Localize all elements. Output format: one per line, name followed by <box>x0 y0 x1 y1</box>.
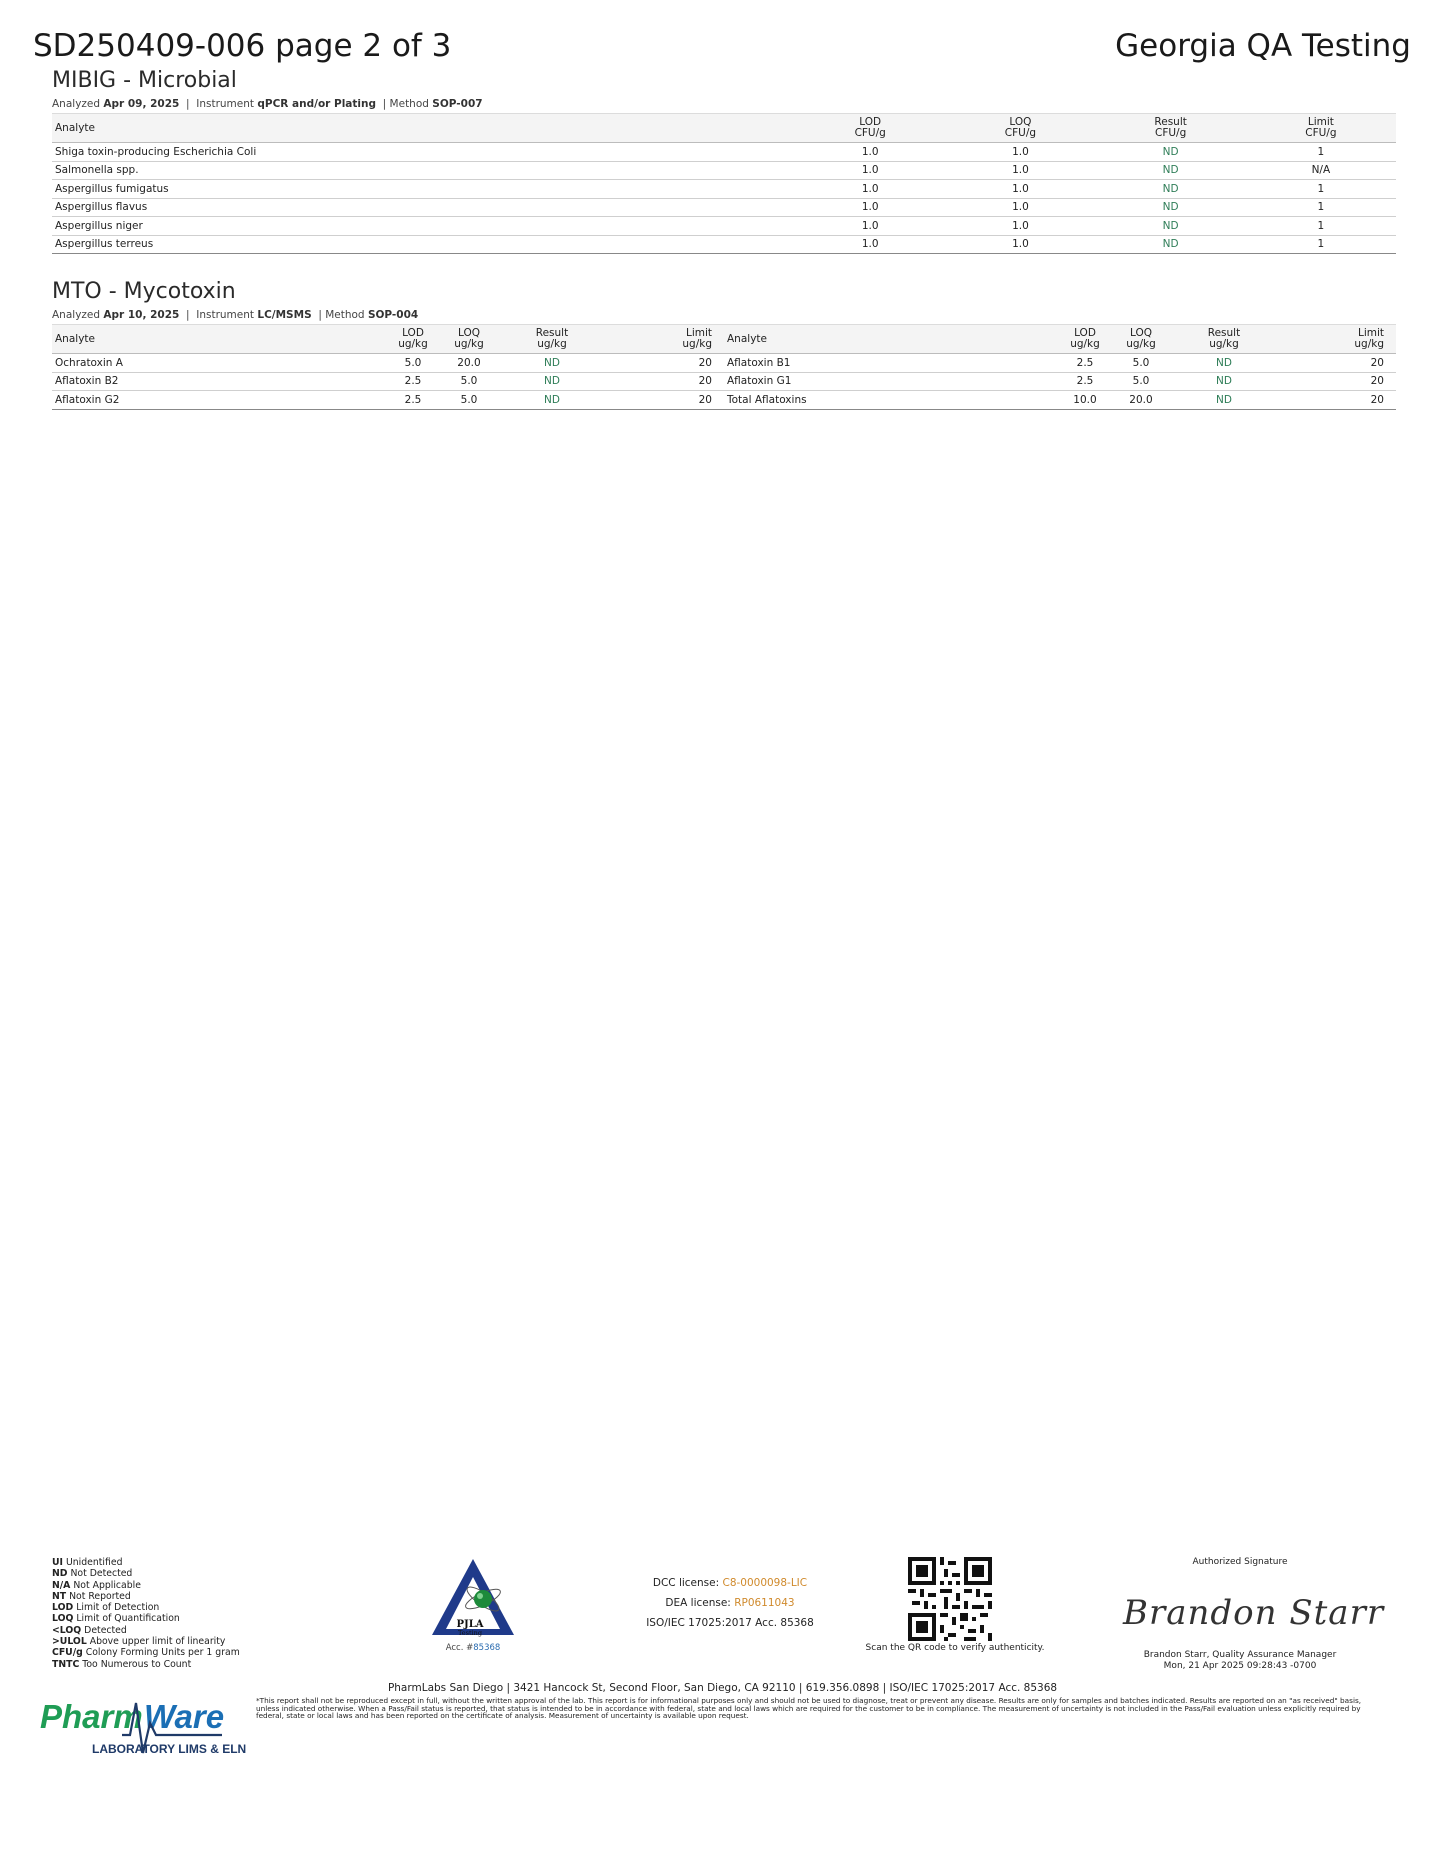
result-cell: ND <box>1096 235 1246 254</box>
loq-cell: 20.0 <box>441 354 497 373</box>
pharmware-logo <box>40 1695 247 1765</box>
analyte-cell: Shiga toxin-producing Escherichia Coli <box>52 143 795 162</box>
loq-cell: 1.0 <box>945 161 1095 180</box>
col-lod: LOD ug/kg <box>1057 325 1113 354</box>
limit-cell: 1 <box>1246 143 1396 162</box>
col-analyte: Analyte <box>724 325 1057 354</box>
table-row <box>52 217 1396 236</box>
col-limit: Limit ug/kg <box>607 325 724 354</box>
lod-cell: 1.0 <box>795 235 945 254</box>
result-cell: ND <box>1096 161 1246 180</box>
table-row <box>52 235 1396 254</box>
table-row <box>52 354 1396 373</box>
client-name: Georgia QA Testing <box>1115 28 1411 64</box>
col-loq: LOQ ug/kg <box>1113 325 1169 354</box>
analyte-cell: Salmonella spp. <box>52 161 795 180</box>
mycotoxin-table <box>52 324 1396 410</box>
loq-cell: 1.0 <box>945 198 1095 217</box>
col-loq: LOQ CFU/g <box>945 114 1095 143</box>
result-cell: ND <box>1096 217 1246 236</box>
loq-cell: 1.0 <box>945 217 1095 236</box>
qr-caption: Scan the QR code to verify authenticity. <box>865 1643 1045 1653</box>
legend-item: CFU/g Colony Forming Units per 1 gram <box>52 1647 240 1659</box>
result-cell: ND <box>1169 372 1279 391</box>
limit-cell: N/A <box>1246 161 1396 180</box>
col-lod: LOD CFU/g <box>795 114 945 143</box>
analyte-cell: Aflatoxin B1 <box>724 354 1057 373</box>
analyte-cell: Aspergillus terreus <box>52 235 795 254</box>
pjla-logo-icon <box>428 1557 518 1639</box>
signatory-name-title: Brandon Starr, Quality Assurance Manager <box>1143 1650 1337 1660</box>
table-row <box>52 180 1396 199</box>
mycotoxin-section-title: MTO - Mycotoxin <box>52 279 236 304</box>
legend-item: >ULOL Above upper limit of linearity <box>52 1636 226 1648</box>
pharmware-logo-text-a: Pharm <box>40 1698 143 1735</box>
pjla-logo-text: PJLA <box>456 1619 484 1630</box>
lod-cell: 10.0 <box>1057 391 1113 410</box>
table-row <box>52 161 1396 180</box>
limit-cell: 1 <box>1246 217 1396 236</box>
loq-cell: 1.0 <box>945 235 1095 254</box>
limit-cell: 1 <box>1246 198 1396 217</box>
col-result: Result ug/kg <box>1169 325 1279 354</box>
analyte-cell: Aflatoxin G1 <box>724 372 1057 391</box>
report-page-title: SD250409-006 page 2 of 3 <box>33 28 452 64</box>
pjla-logo-subtext: Testing <box>457 1629 483 1637</box>
signatory <box>1110 1650 1370 1672</box>
result-cell: ND <box>1096 180 1246 199</box>
result-cell: ND <box>1096 143 1246 162</box>
microbial-meta: Analyzed Apr 09, 2025 | Instrument qPCR and/or Plating | Method SOP-007 <box>52 98 483 110</box>
col-result: Result ug/kg <box>497 325 607 354</box>
lod-cell: 5.0 <box>385 354 441 373</box>
iso-accreditation: ISO/IEC 17025:2017 Acc. 85368 <box>646 1617 814 1629</box>
signature-heading: Authorized Signature <box>1192 1557 1288 1567</box>
lod-cell: 1.0 <box>795 217 945 236</box>
limit-cell: 20 <box>607 372 724 391</box>
result-cell: ND <box>497 354 607 373</box>
loq-cell: 20.0 <box>1113 391 1169 410</box>
microbial-section-title: MIBIG - Microbial <box>52 68 237 93</box>
legend-item: <LOQ Detected <box>52 1624 127 1636</box>
table-row <box>52 143 1396 162</box>
table-row <box>52 391 1396 410</box>
pharmware-tagline: LABORATORY LIMS & ELN <box>92 1742 247 1756</box>
legend-item: N/A Not Applicable <box>52 1579 141 1591</box>
dea-license: DEA license: RP0611043 <box>665 1597 795 1609</box>
analyte-cell: Total Aflatoxins <box>724 391 1057 410</box>
lod-cell: 1.0 <box>795 198 945 217</box>
col-analyte: Analyte <box>52 114 795 143</box>
legend-item: NT Not Reported <box>52 1590 131 1602</box>
table-row <box>52 372 1396 391</box>
analyte-cell: Aflatoxin G2 <box>52 391 385 410</box>
lab-address-line: PharmLabs San Diego | 3421 Hancock St, Second Floor, San Diego, CA 92110 | 619.356.0898 | ISO/IEC 17025:2017 Acc. 85368 <box>387 1682 1058 1694</box>
analyte-cell: Ochratoxin A <box>52 354 385 373</box>
legend-item: TNTC Too Numerous to Count <box>52 1658 192 1670</box>
lod-cell: 2.5 <box>385 391 441 410</box>
loq-cell: 5.0 <box>1113 354 1169 373</box>
col-loq: LOQ ug/kg <box>441 325 497 354</box>
handwritten-signature <box>1115 1588 1385 1642</box>
legend-item: ND Not Detected <box>52 1568 133 1580</box>
verification-qr-code-icon[interactable] <box>908 1557 992 1645</box>
abbreviation-legend <box>52 1557 240 1670</box>
microbial-table <box>52 113 1396 254</box>
limit-cell: 20 <box>1279 391 1396 410</box>
analyte-cell: Aspergillus niger <box>52 217 795 236</box>
legend-item: UI Unidentified <box>52 1557 123 1568</box>
analyte-cell: Aflatoxin B2 <box>52 372 385 391</box>
dcc-license: DCC license: C8-0000098-LIC <box>652 1577 808 1589</box>
loq-cell: 1.0 <box>945 180 1095 199</box>
report-disclaimer: *This report shall not be reproduced except in full, without the written approval of the lab. This report is for informational purposes only and should not be used to diagnose, treat or prevent any disease. Results are only for samples and batches indicated. Results are reported on an "as received" basis, unless indicated otherwise. When a Pass/Fail status is reported, that status is intended to be in accordance with federal, state and local laws which are required for the customer to be in compliance. The measurement of uncertainty is not included in the Pass/Fail evaluation unless explicitly required by federal, state or local laws and has been reported on the certificate of analysis. Measurement of uncertainty is available upon request. <box>256 1696 1362 1721</box>
result-cell: ND <box>1096 198 1246 217</box>
result-cell: ND <box>497 391 607 410</box>
result-cell: ND <box>1169 354 1279 373</box>
limit-cell: 20 <box>607 354 724 373</box>
result-cell: ND <box>497 372 607 391</box>
license-block <box>625 1573 835 1633</box>
lod-cell: 1.0 <box>795 143 945 162</box>
loq-cell: 5.0 <box>1113 372 1169 391</box>
col-limit: Limit ug/kg <box>1279 325 1396 354</box>
col-result: Result CFU/g <box>1096 114 1246 143</box>
legend-item: LOD Limit of Detection <box>52 1602 160 1614</box>
mycotoxin-meta: Analyzed Apr 10, 2025 | Instrument LC/MSMS | Method SOP-004 <box>52 309 419 321</box>
limit-cell: 20 <box>1279 372 1396 391</box>
microbial-header-row <box>52 114 1396 143</box>
limit-cell: 20 <box>607 391 724 410</box>
loq-cell: 1.0 <box>945 143 1095 162</box>
lod-cell: 2.5 <box>1057 354 1113 373</box>
loq-cell: 5.0 <box>441 391 497 410</box>
signature-text: Brandon Starr <box>1123 1593 1385 1633</box>
limit-cell: 1 <box>1246 235 1396 254</box>
col-lod: LOD ug/kg <box>385 325 441 354</box>
col-analyte: Analyte <box>52 325 385 354</box>
pjla-accreditation <box>428 1557 518 1653</box>
loq-cell: 5.0 <box>441 372 497 391</box>
result-cell: ND <box>1169 391 1279 410</box>
limit-cell: 1 <box>1246 180 1396 199</box>
lod-cell: 1.0 <box>795 161 945 180</box>
pjla-acc-number: Acc. #85368 <box>445 1643 501 1653</box>
signature-date: Mon, 21 Apr 2025 09:28:43 -0700 <box>1163 1661 1317 1671</box>
col-limit: Limit CFU/g <box>1246 114 1396 143</box>
pharmware-logo-text-b: Ware <box>144 1698 225 1735</box>
legend-item: LOQ Limit of Quantification <box>52 1613 180 1625</box>
table-row <box>52 198 1396 217</box>
lod-cell: 2.5 <box>385 372 441 391</box>
lod-cell: 1.0 <box>795 180 945 199</box>
analyte-cell: Aspergillus fumigatus <box>52 180 795 199</box>
mycotoxin-header-row <box>52 325 1396 354</box>
analyte-cell: Aspergillus flavus <box>52 198 795 217</box>
limit-cell: 20 <box>1279 354 1396 373</box>
lod-cell: 2.5 <box>1057 372 1113 391</box>
